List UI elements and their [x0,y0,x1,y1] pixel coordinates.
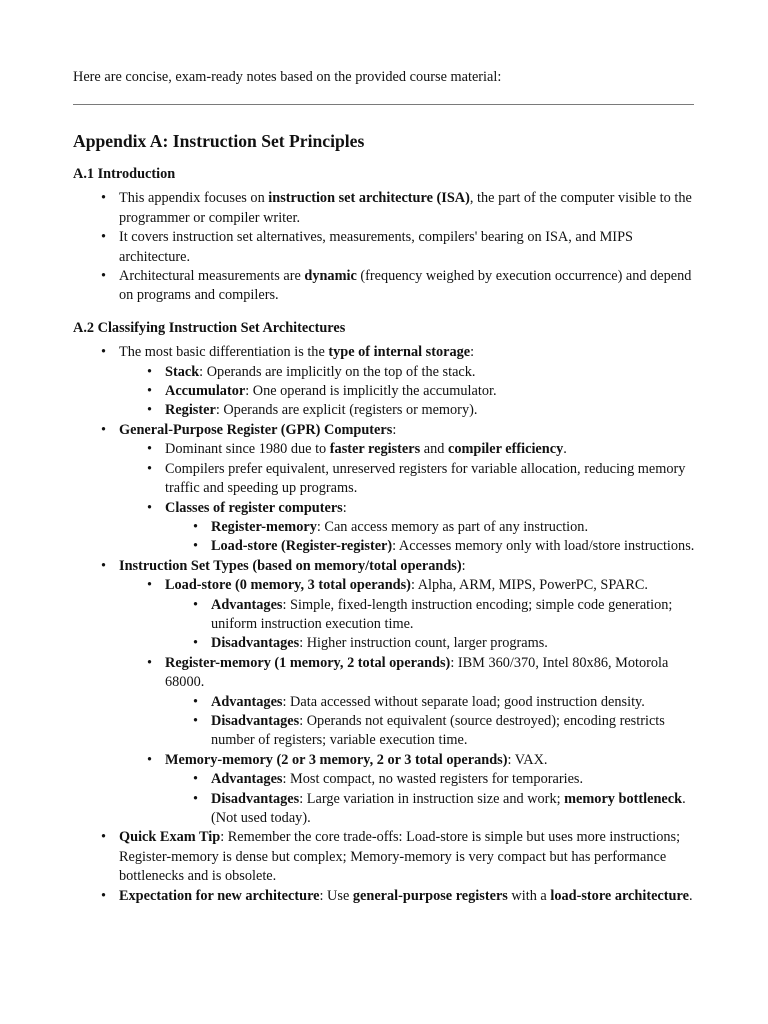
list-item: • Load-store (0 memory, 3 total operands): Alpha, ARM, MIPS, PowerPC, SPARC. • Advantages: Simple, fixed-length instruction encoding; simple code generation; uniform instruction execution time. • Disadvantages: Higher instruction count, larger programs. [119,576,695,654]
list-item: • Quick Exam Tip: Remember the core trade-offs: Load-store is simple but uses more instructions; Register-memory is dense but complex; Memory-memory is very compact but has performance bottlenecks and is obsolete. [73,828,695,886]
list-item: • Classes of register computers: • Register-memory: Can access memory as part of any instruction. • Load-store (Register-register): Accesses memory only with load/store instructions. [119,499,695,557]
list-item: • Register-memory: Can access memory as part of any instruction. [165,518,695,537]
horizontal-divider [73,104,694,105]
page-title: Appendix A: Instruction Set Principles [73,131,365,151]
list-item: • Disadvantages: Large variation in instruction size and work; memory bottleneck. (Not used today). [165,790,695,829]
list-item: • Stack: Operands are implicitly on the top of the stack. [119,363,695,382]
list-item: • Advantages: Simple, fixed-length instruction encoding; simple code generation; uniform instruction execution time. [165,596,695,635]
storage-types-list [119,363,695,421]
list-item: • Disadvantages: Operands not equivalent (source destroyed); encoding restricts number of registers; variable execution time. [165,712,695,751]
instruction-set-types-list [119,576,695,828]
gpr-list [119,440,695,556]
list-item: • Expectation for new architecture: Use general-purpose registers with a load-store architecture. [73,887,695,906]
register-classes-list [165,518,695,557]
list-item: • This appendix focuses on instruction set architecture (ISA), the part of the computer visible to the programmer or compiler writer. [73,189,695,228]
section-a1-list [73,189,695,305]
memmem-details [165,770,695,828]
list-item: • It covers instruction set alternatives, measurements, compilers' bearing on ISA, and MIPS architecture. [73,228,695,267]
list-item: • Instruction Set Types (based on memory/total operands): • Load-store (0 memory, 3 total operands): Alpha, ARM, MIPS, PowerPC, SPARC. • Advantages: Simple, fixed-length instruction encoding; simple code generation; uniform instruction execution time. • Disadvantages: Higher instruction count, larger programs. • Register-memory (1 memory, 2 total operands): IBM 360/370, Intel 80x86, Motorola 68000. • Advantages: Data accessed without separate load; good instruction density. • Disadvantages: Operands not equivalent (source destroyed); encoding restricts number of registers; variable execution time. • Memory-memory (2 or 3 memory, 2 or 3 total operands): VAX. • Advantages: Most compact, no wasted registers for temporaries. • Disadvantages: Large variation in instruction size and work; memory bottleneck. (Not used today). [73,557,695,829]
list-item: • Register-memory (1 memory, 2 total operands): IBM 360/370, Intel 80x86, Motorola 68000. • Advantages: Data accessed without separate load; good instruction density. • Disadvantages: Operands not equivalent (source destroyed); encoding restricts number of registers; variable execution time. [119,654,695,751]
list-item: • Advantages: Most compact, no wasted registers for temporaries. [165,770,695,789]
list-item: • Architectural measurements are dynamic (frequency weighed by execution occurrence) and depend on programs and compilers. [73,267,695,306]
list-item: • Accumulator: One operand is implicitly the accumulator. [119,382,695,401]
notes-content [73,129,695,906]
list-item: • Advantages: Data accessed without separate load; good instruction density. [165,693,695,712]
list-item: • Register: Operands are explicit (registers or memory). [119,401,695,420]
list-item: • Compilers prefer equivalent, unreserved registers for variable allocation, reducing memory traffic and speeding up programs. [119,460,695,499]
loadstore-details [165,596,695,654]
list-item: • The most basic differentiation is the type of internal storage: • Stack: Operands are implicitly on the top of the stack. • Accumulator: One operand is implicitly the accumulator. • Register: Operands are explicit (registers or memory). [73,343,695,421]
list-item: • Memory-memory (2 or 3 memory, 2 or 3 total operands): VAX. • Advantages: Most compact, no wasted registers for temporaries. • Disadvantages: Large variation in instruction size and work; memory bottleneck. (Not used today). [119,751,695,829]
section-a2-list [73,343,695,906]
list-item: • Load-store (Register-register): Accesses memory only with load/store instructions. [165,537,695,556]
intro-text: Here are concise, exam-ready notes based on the provided course material: [73,69,502,85]
regmem-details [165,693,695,751]
list-item: • Dominant since 1980 due to faster registers and compiler efficiency. [119,440,695,459]
list-item: • General-Purpose Register (GPR) Computers: • Dominant since 1980 due to faster registers and compiler efficiency. • Compilers prefer equivalent, unreserved registers for variable allocation, reducing memory traffic and speeding up programs. • Classes of register computers: • Register-memory: Can access memory as part of any instruction. • Load-store (Register-register): Accesses memory only with load/store instructions. [73,421,695,557]
list-item: • Disadvantages: Higher instruction count, larger programs. [165,634,695,653]
section-heading-a2: A.2 Classifying Instruction Set Architectures [73,319,346,336]
section-heading-a1: A.1 Introduction [73,166,176,182]
